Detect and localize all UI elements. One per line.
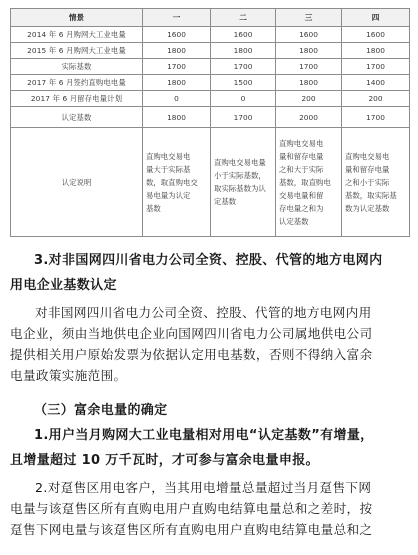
explanation-line: 直购电交易电 <box>146 151 191 161</box>
table-row-label: 2017 年 6 月留存电量计划 <box>11 91 143 107</box>
table-row <box>11 75 410 91</box>
table-cell: 1700 <box>342 59 410 75</box>
explanation-line: 基数，取实际基 <box>345 190 397 200</box>
table-header-cell: 四 <box>342 9 410 27</box>
section-3-heading-continued <box>10 275 410 297</box>
table-cell: 1700 <box>276 59 342 75</box>
explanation-line: 量和留存电量 <box>279 151 324 161</box>
table-cell: 0 <box>143 91 211 107</box>
section-heading-surplus: （三）富余电量的确定 <box>34 403 168 418</box>
explanation-cell <box>342 128 410 237</box>
paragraph-line: 且增量超过 10 万千瓦时，才可参与富余电量申报。 <box>10 453 319 468</box>
table-row <box>11 91 410 107</box>
table-header-cell: 一 <box>143 9 211 27</box>
table-header-row <box>11 9 410 27</box>
table-cell: 1600 <box>276 27 342 43</box>
explanation-line: 易电量为认定 <box>146 190 191 200</box>
baseline-scenario-table <box>10 8 410 237</box>
explanation-line: 存电量之和为 <box>279 203 324 213</box>
table-header-cell: 二 <box>211 9 276 27</box>
table-cell: 1600 <box>143 27 211 43</box>
explanation-line: 交易电量和留 <box>279 190 324 200</box>
explanation-line: 直购电交易电量 <box>214 158 266 167</box>
table-row-label: 2017 年 6 月签约直购电电量 <box>11 75 143 91</box>
table-cell: 1700 <box>342 107 410 128</box>
table-cell: 0 <box>211 91 276 107</box>
explanation-line: 直购电交易电 <box>279 138 324 148</box>
table-row-label: 认定说明 <box>11 128 143 237</box>
table-header-cell: 三 <box>276 9 342 27</box>
table-explanation-row <box>11 128 410 237</box>
table-cell: 1500 <box>211 75 276 91</box>
table-cell: 1800 <box>143 75 211 91</box>
heading-line: 用电企业基数认定 <box>10 278 117 293</box>
explanation-cell <box>211 128 276 237</box>
table-cell: 1700 <box>143 59 211 75</box>
explanation-line: 小于实际基数， <box>214 171 266 180</box>
explanation-line: 认定基数 <box>279 216 309 226</box>
section-3-heading <box>34 250 410 272</box>
table-cell: 1400 <box>342 75 410 91</box>
explanation-line: 基数，取直购电 <box>279 177 331 187</box>
explanation-line: 量和留存电量 <box>345 164 390 174</box>
explanation-line: 量大于实际基 <box>146 164 191 174</box>
table-cell: 1800 <box>342 43 410 59</box>
paragraph-line: 趸售下网电量与该趸售区所有直购电用户直购电结算电量总和之 <box>10 522 373 537</box>
table-cell: 1800 <box>211 43 276 59</box>
paragraph-line: 提供相关用户原始发票为依据认定用电基数，否则不得纳入富余 <box>10 347 373 362</box>
table-cell: 1800 <box>276 75 342 91</box>
table-cell: 200 <box>276 91 342 107</box>
explanation-line: 之和小于实际 <box>345 177 390 187</box>
heading-line: 3.对非国网四川省电力公司全资、控股、代管的地方电网内 <box>34 253 383 268</box>
table-row-label: 实际基数 <box>11 59 143 75</box>
paragraph-2 <box>10 477 410 540</box>
paragraph-line: 电企业，须由当地供电企业向国网四川省电力公司属地供电公司 <box>10 326 373 341</box>
explanation-line: 数，取直购电交 <box>146 177 198 187</box>
explanation-line: 取实际基数为认 <box>214 184 266 193</box>
table-header-cell: 情景 <box>11 9 143 27</box>
explanation-line: 数为认定基数 <box>345 203 390 213</box>
paragraph-line: 对非国网四川省电力公司全资、控股、代管的地方电网内用 <box>35 305 372 320</box>
table-cell: 1700 <box>211 107 276 128</box>
section-3-body <box>10 302 410 386</box>
explanation-line: 之和大于实际 <box>279 164 324 174</box>
table-cell: 1600 <box>342 27 410 43</box>
table-cell: 1800 <box>143 43 211 59</box>
paragraph-line: 电量与该趸售区所有直购电用户直购电结算电量总和之差时，按 <box>10 501 373 516</box>
explanation-line: 定基数 <box>214 197 237 206</box>
table-row <box>11 43 410 59</box>
table-row-label: 2014 年 6 月购网大工业电量 <box>11 27 143 43</box>
paragraph-line: 2.对趸售区用电客户，当其用电增量总量超过当月趸售下网 <box>35 480 372 495</box>
explanation-line: 直购电交易电 <box>345 151 390 161</box>
table-cell: 1600 <box>211 27 276 43</box>
paragraph-1-continued <box>10 450 410 472</box>
paragraph-line: 电量政策实施范围。 <box>10 368 127 383</box>
explanation-cell <box>143 128 211 237</box>
table-row-label: 2015 年 6 月购网大工业电量 <box>11 43 143 59</box>
table-row <box>11 107 410 128</box>
table-cell: 1700 <box>211 59 276 75</box>
table-cell: 200 <box>342 91 410 107</box>
table-cell: 1800 <box>143 107 211 128</box>
table-cell: 2000 <box>276 107 342 128</box>
table-row <box>11 59 410 75</box>
paragraph-1 <box>34 425 410 447</box>
explanation-line: 基数 <box>146 203 161 213</box>
table-row <box>11 27 410 43</box>
table-row-label: 认定基数 <box>11 107 143 128</box>
table-cell: 1800 <box>276 43 342 59</box>
explanation-cell <box>276 128 342 237</box>
paragraph-line: 1.用户当月购网大工业电量相对用电“认定基数”有增量， <box>34 428 374 443</box>
